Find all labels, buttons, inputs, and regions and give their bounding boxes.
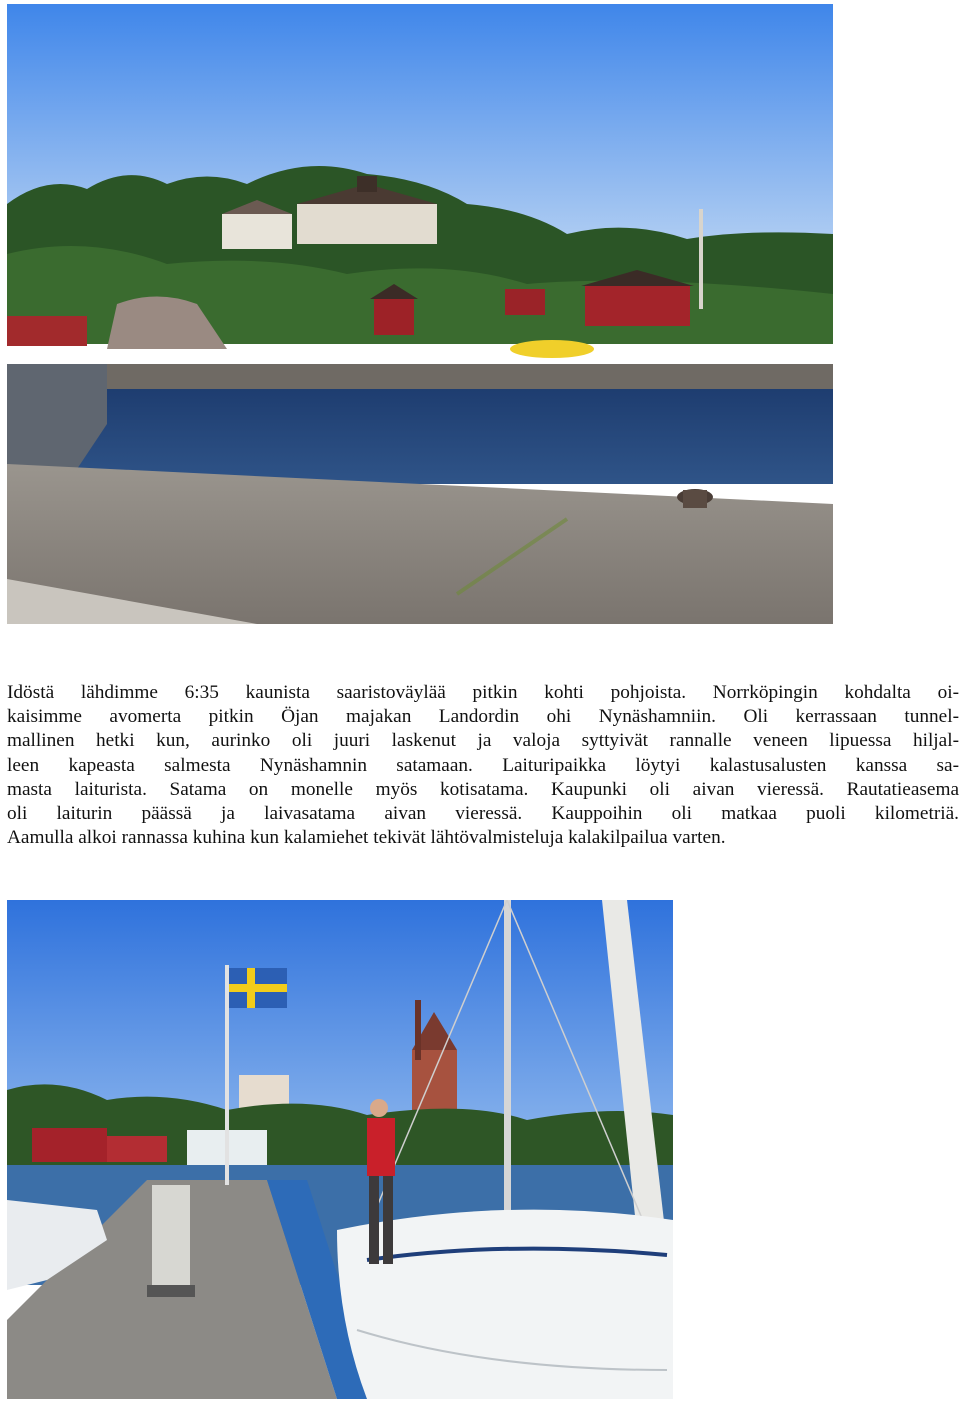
red-house xyxy=(374,299,414,335)
flag-pole xyxy=(225,965,229,1185)
paragraph-line: Aamulla alkoi rannassa kuhina kun kalamiehet tekivät lähtövalmisteluja kalakilpailua varten. xyxy=(7,827,726,849)
water xyxy=(67,389,833,484)
white-building xyxy=(222,214,292,249)
quay xyxy=(7,464,833,624)
harbor-photo-icon xyxy=(7,4,833,624)
paragraph-line: leen kapeasta salmesta Nynäshamnin satamaan. Laituripaikka löytyi kalastusalusten kanssa sa- xyxy=(7,754,959,776)
marina-photo xyxy=(7,900,673,1399)
pavilion xyxy=(297,204,437,244)
harbor-photo xyxy=(7,4,833,624)
red-house xyxy=(585,286,690,326)
paragraph-line: masta laiturista. Satama on monelle myös kotisatama. Kaupunki oli aivan vieressä. Rautatieasema xyxy=(7,778,959,800)
paragraph-line: kaisimme avomerta pitkin Öjan majakan Landordin ohi Nynäshamniin. Oli kerrassaan tunnel- xyxy=(7,706,959,728)
person-head xyxy=(370,1099,388,1117)
paragraph-line: oli laiturin päässä ja laivasatama aivan vieressä. Kauppoihin oli matkaa puoli kilometriä. xyxy=(7,803,959,825)
person-jacket xyxy=(367,1118,395,1176)
breakwater xyxy=(107,364,833,392)
fuel-pump xyxy=(152,1185,190,1285)
yellow-boat xyxy=(510,340,594,358)
paragraph-line: Idöstä lähdimme 6:35 kaunista saaristoväylää pitkin kohti pohjoista. Norrköpingin kohdalta oi- xyxy=(7,682,959,703)
marina-photo-icon xyxy=(7,900,673,1399)
red-shed xyxy=(32,1128,107,1162)
paragraph-line: mallinen hetki kun, aurinko oli juuri laskenut ja valoja syttyivät rannalle veneen lipuessa hiljal- xyxy=(7,730,959,752)
mast xyxy=(504,900,511,1230)
article-paragraph xyxy=(7,681,959,850)
